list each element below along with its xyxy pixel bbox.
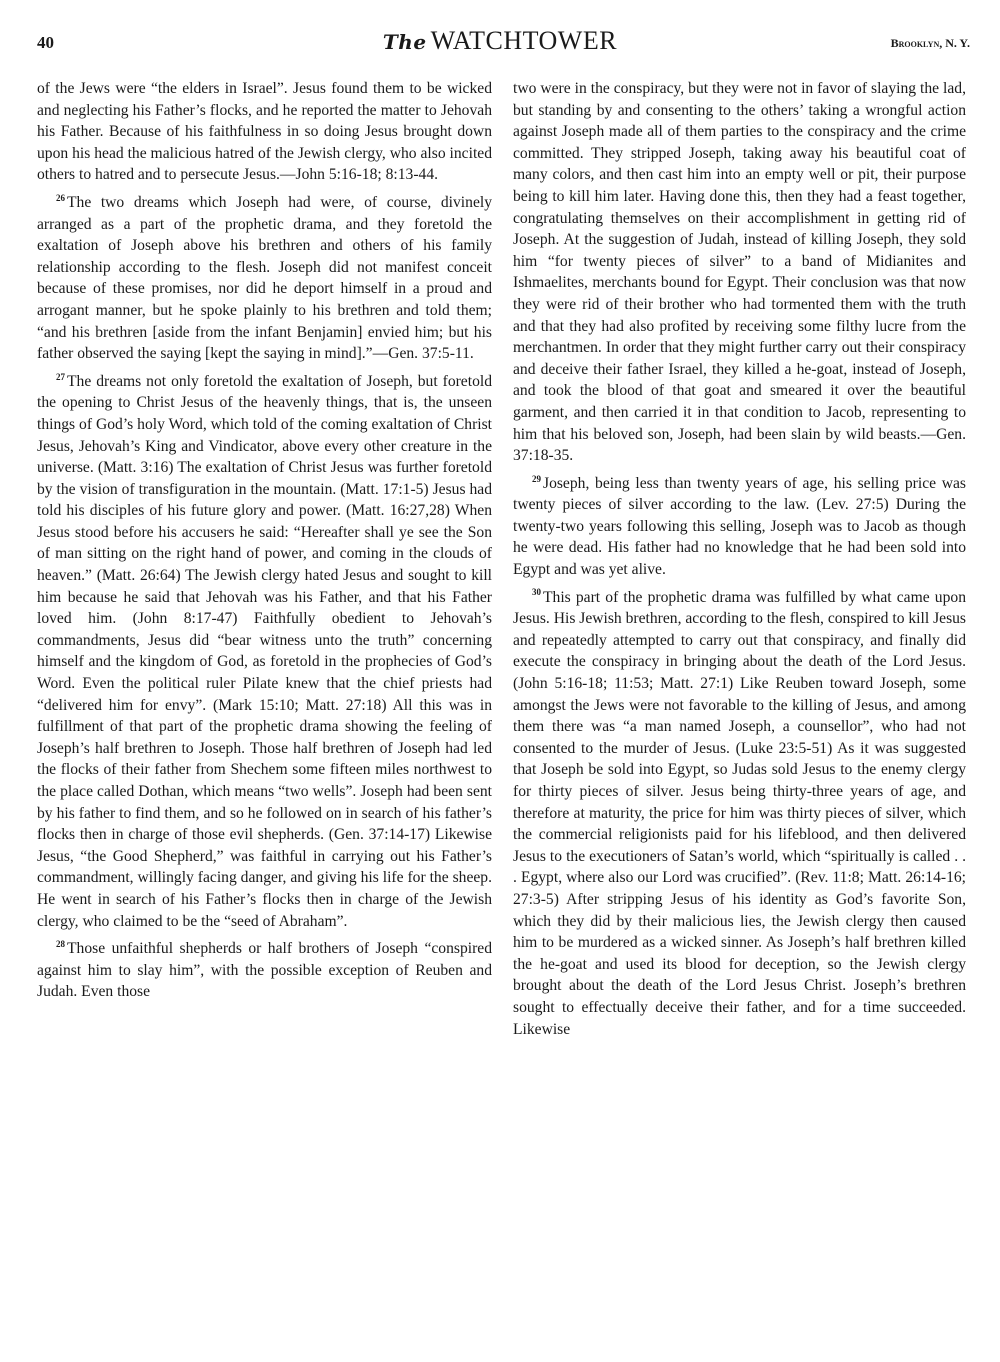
paragraph-text: The two dreams which Joseph had were, of course, divinely arranged as a part of the prophetic drama, and they foretold the exaltation of Joseph above his brethren and others of his family relationship according to the flesh. Joseph did not manifest conceit because of these promises, nor did he deport himself in a proud and arrogant manner, but he spoke plainly to his brethren and told them; “and his brethren [aside from the infant Benjamin] envied him; but his father observed the saying [kept the saying in mind].”—Gen. 37:5-11.	[37, 193, 492, 363]
right-column	[513, 78, 966, 1046]
left-column	[37, 78, 492, 1009]
paragraph	[37, 371, 492, 932]
page-number: 40	[37, 33, 54, 52]
paragraph	[37, 78, 492, 186]
paragraph	[37, 192, 492, 365]
paragraph-text: two were in the conspiracy, but they were not in favor of slaying the lad, but standing by and consenting to the others’ taking a wrongful action against Joseph made all of them parties to the conspiracy and the crime committed. They stripped Joseph, taking away his beautiful coat of many colors, and then cast him into an empty well or pit, their purpose being to kill him later. Having done this, then they had a feast together, congratulating themselves on their accomplishment in getting rid of Joseph. At the suggestion of Judah, instead of killing Joseph, they sold him “for twenty pieces of silver” to a band of Midianites and Ishmaelites, merchants bound for Egypt. Their conclusion was that now they were rid of their brother who had tormented them with the truth and that they had also profited by receiving some filthy lucre from the merchantmen. In order that they might further carry out their conspiracy and deceive their father Israel, they killed a he-goat, instead of Joseph, and took the blood of that goat and smeared it over the beautiful garment, and then carried it in that condition to Jacob, representing to him that his beloved son, Joseph, had been slain by wild beasts.—Gen. 37:18-35.	[513, 80, 966, 465]
paragraph-text: of the Jews were “the elders in Israel”. Jesus found them to be wicked and neglecting his Father’s flocks, and he reported the matter to Jehovah his Father. Because of his faithfulness in so doing Jesus brought down upon his head the malicious hatred of the Jewish clergy, who also incited others to hatred and to persecute Jesus.—John 5:16-18; 8:13-44.	[37, 80, 492, 184]
publication-location: Brooklyn, N. Y.	[890, 36, 970, 50]
paragraph-text: Those unfaithful shepherds or half brothers of Joseph “conspired against him to slay him”, with the possible exception of Reuben and Judah. Even those	[37, 940, 492, 1001]
paragraph-number: 29	[532, 473, 541, 484]
paragraph-text: The dreams not only foretold the exaltation of Joseph, but foretold the opening to Christ Jesus of the heavenly things, that is, the unseen things of God’s holy Word, which told of the coming exaltation of Christ Jesus, Jehovah’s King and Vindicator, above every other creature in the universe. (Matt. 3:16) The exaltation of Christ Jesus was further foretold by the vision of transfiguration in the mountain. (Matt. 17:1-5) Jesus had told his disciples of his future glory and power. (Matt. 16:27,28) When Jesus stood before his accusers he said: “Hereafter shall ye see the Son of man sitting on the right hand of power, and coming in the clouds of heaven.” (Matt. 26:64) The Jewish clergy hated Jesus and sought to kill him because he said that Jehovah was his Father, and that his Father loved him. (John 8:17-47) Faithfully obedient to Jehovah’s commandments, Jesus did “bear witness unto the truth” concerning himself and the kingdom of God, as foretold in the prophecies of God’s Word. Even the political ruler Pilate knew that the chief priests had “delivered him for envy”. (Mark 15:10; Matt. 27:18) All this was in fulfillment of that part of the prophetic drama showing the feeling of Joseph’s half brethren to Joseph. Those half brethren of Joseph had led the flocks of their father from Shechem some fifteen miles northwest to the place called Dothan, which means “two wells”. Joseph had been sent by his father to find them, and so he followed on in search of his father’s flocks then in charge of those evil shepherds. (Gen. 37:14-17) Likewise Jesus, “the Good Shepherd,” was faithful in carrying out his Father’s commandment, willingly facing danger, and giving his life for the sheep. He went in search of his Father’s flocks then in charge of the Jewish clergy, who claimed to be the “seed of Abraham”.	[37, 372, 492, 930]
paragraph-number: 28	[56, 938, 65, 949]
paragraph	[513, 587, 966, 1040]
paragraph	[37, 938, 492, 1003]
paragraph	[513, 78, 966, 467]
paragraph-text: This part of the prophetic drama was fulfilled by what came upon Jesus. His Jewish brethren, according to the flesh, conspired to kill Jesus and repeatedly attempted to carry out that conspiracy, and finally did execute the conspiracy in bringing about the death of the Lord Jesus. (John 5:16-18; 11:53; Matt. 27:1) Like Reuben toward Joseph, some amongst the Jews were not favorable to the killing of Jesus, and among them there was “a man named Joseph, a counsellor”, who had not consented to the murder of Jesus. (Luke 23:5-51) As it was suggested that Joseph be sold into Egypt, so Judas sold Jesus to the enemy clergy for thirty pieces of silver. Jesus being thirty-three years of age, and therefore at maturity, the price for him was thirty pieces of silver, which the commercial religionists paid for his lifeblood, and then delivered Jesus to the executioners of Satan’s world, which “spiritually is called . . . Egypt, where also our Lord was crucified”. (Rev. 11:8; Matt. 26:14-16; 27:3-5) After stripping Jesus of his identity as God’s favorite Son, which they did by their malicious lies, the Jewish clergy then caused him to be murdered as a wicked sinner. As Joseph’s half brethren killed the he-goat and used its blood for deception, so the Jewish clergy brought about the death of the Lord Jesus Christ. Joseph’s brethren sought to effectually deceive their father, and for a time succeeded. Likewise	[513, 588, 967, 1038]
paragraph-text: Joseph, being less than twenty years of age, his selling price was twenty pieces of silver according to the law. (Lev. 27:5) During the twenty-two years following this selling, Joseph was to Jacob as though he were dead. His father had no knowledge that he had been sold into Egypt and was yet alive.	[513, 474, 966, 579]
title-prefix: The	[382, 30, 427, 54]
paragraph-number: 27	[56, 371, 65, 382]
publication-title	[0, 26, 1000, 56]
page-header	[0, 0, 1000, 60]
title-text: WATCHTOWER	[430, 26, 618, 55]
paragraph	[513, 473, 966, 581]
paragraph-number: 30	[532, 587, 541, 598]
paragraph-number: 26	[56, 192, 65, 203]
